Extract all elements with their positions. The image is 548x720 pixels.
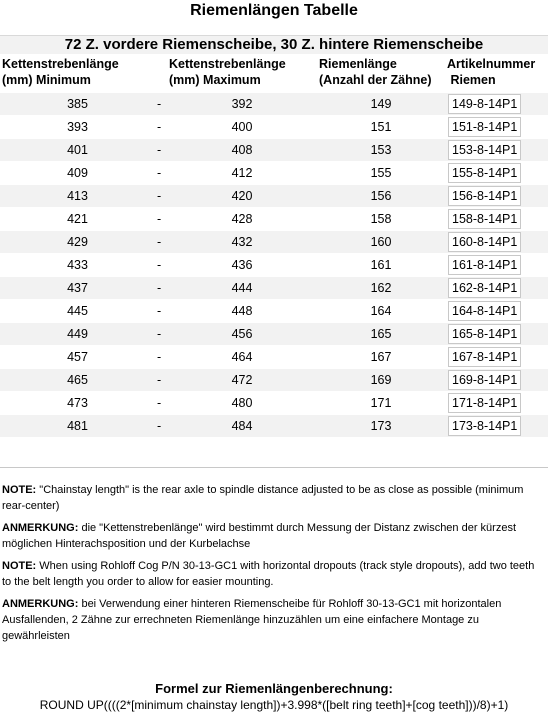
note-3: NOTE: When using Rohloff Cog P/N 30-13-GC1 with horizontal dropouts (track style dropouts), add two teeth to the belt length you order to allow for easier mounting.	[2, 560, 535, 588]
cell-max: 472	[167, 369, 317, 392]
cell-max: 392	[167, 93, 317, 116]
cell-teeth: 161	[317, 254, 445, 277]
cell-max: 400	[167, 116, 317, 139]
cell-article	[445, 116, 548, 139]
cell-min: 449	[0, 323, 155, 346]
article-number: 151-8-14P1	[448, 117, 521, 137]
cell-min: 465	[0, 369, 155, 392]
table-row	[0, 346, 548, 369]
cell-max: 420	[167, 185, 317, 208]
cell-article	[445, 369, 548, 392]
cell-min: 437	[0, 277, 155, 300]
cell-article	[445, 277, 548, 300]
cell-teeth: 171	[317, 392, 445, 415]
cell-min: 473	[0, 392, 155, 415]
formula-title: Formel zur Riemenlängenberechnung:	[155, 681, 393, 696]
cell-teeth: 160	[317, 231, 445, 254]
article-number: 162-8-14P1	[448, 278, 521, 298]
table-row	[0, 116, 548, 139]
cell-article	[445, 162, 548, 185]
cell-teeth: 164	[317, 300, 445, 323]
cell-article	[445, 93, 548, 116]
cell-min: 385	[0, 93, 155, 116]
article-number: 171-8-14P1	[448, 393, 521, 413]
article-number: 160-8-14P1	[448, 232, 521, 252]
article-number: 161-8-14P1	[448, 255, 521, 275]
cell-article	[445, 139, 548, 162]
cell-teeth: 165	[317, 323, 445, 346]
table-row	[0, 369, 548, 392]
cell-article	[445, 346, 548, 369]
table-row	[0, 392, 548, 415]
cell-max: 464	[167, 346, 317, 369]
cell-min: 421	[0, 208, 155, 231]
page-title: Riemenlängen Tabelle	[190, 2, 358, 19]
cell-teeth: 162	[317, 277, 445, 300]
table-row	[0, 231, 548, 254]
cell-max: 448	[167, 300, 317, 323]
table-row	[0, 254, 548, 277]
cell-min: 413	[0, 185, 155, 208]
divider	[0, 467, 548, 468]
article-number: 149-8-14P1	[448, 94, 521, 114]
cell-max: 444	[167, 277, 317, 300]
cell-min: 393	[0, 116, 155, 139]
table-subtitle: 72 Z. vordere Riemenscheibe, 30 Z. hintere Riemenscheibe	[0, 35, 548, 54]
article-number: 169-8-14P1	[448, 370, 521, 390]
cell-teeth: 149	[317, 93, 445, 116]
article-number: 167-8-14P1	[448, 347, 521, 367]
note-1: NOTE: "Chainstay length" is the rear axle to spindle distance adjusted to be as close as possible (minimum rear-center)	[2, 484, 524, 512]
cell-sep: -	[155, 369, 167, 392]
cell-article	[445, 231, 548, 254]
cell-article	[445, 300, 548, 323]
cell-article	[445, 415, 548, 438]
table-row	[0, 323, 548, 346]
cell-min: 481	[0, 415, 155, 438]
cell-min: 401	[0, 139, 155, 162]
table-row	[0, 93, 548, 116]
table-row	[0, 185, 548, 208]
article-number: 165-8-14P1	[448, 324, 521, 344]
cell-min: 433	[0, 254, 155, 277]
table-header-row	[0, 53, 548, 93]
article-number: 173-8-14P1	[448, 416, 521, 436]
cell-sep: -	[155, 116, 167, 139]
cell-article	[445, 392, 548, 415]
cell-sep: -	[155, 277, 167, 300]
header-sep	[155, 53, 167, 93]
cell-sep: -	[155, 139, 167, 162]
cell-max: 428	[167, 208, 317, 231]
cell-min: 457	[0, 346, 155, 369]
cell-max: 484	[167, 415, 317, 438]
table-row	[0, 277, 548, 300]
cell-sep: -	[155, 93, 167, 116]
article-number: 155-8-14P1	[448, 163, 521, 183]
cell-max: 412	[167, 162, 317, 185]
cell-sep: -	[155, 162, 167, 185]
cell-teeth: 169	[317, 369, 445, 392]
cell-max: 480	[167, 392, 317, 415]
cell-sep: -	[155, 300, 167, 323]
cell-teeth: 158	[317, 208, 445, 231]
cell-sep: -	[155, 323, 167, 346]
header-article: Artikelnummer Riemen	[447, 57, 536, 87]
cell-article	[445, 323, 548, 346]
cell-article	[445, 208, 548, 231]
header-min: Kettenstrebenlänge (mm) Minimum	[2, 57, 119, 87]
article-number: 158-8-14P1	[448, 209, 521, 229]
cell-teeth: 153	[317, 139, 445, 162]
article-number: 156-8-14P1	[448, 186, 521, 206]
article-number: 153-8-14P1	[448, 140, 521, 160]
article-number: 164-8-14P1	[448, 301, 521, 321]
cell-teeth: 167	[317, 346, 445, 369]
cell-sep: -	[155, 392, 167, 415]
header-teeth: Riemenlänge (Anzahl der Zähne)	[319, 57, 432, 87]
table-row	[0, 162, 548, 185]
cell-sep: -	[155, 415, 167, 438]
header-max: Kettenstrebenlänge (mm) Maximum	[169, 57, 286, 87]
formula-text: ROUND UP((((2*[minimum chainstay length])+3.998*([belt ring teeth]+[cog teeth]))/8)+1)	[39, 698, 509, 712]
cell-min: 445	[0, 300, 155, 323]
table-row	[0, 300, 548, 323]
cell-teeth: 151	[317, 116, 445, 139]
table-row	[0, 139, 548, 162]
cell-max: 432	[167, 231, 317, 254]
cell-sep: -	[155, 208, 167, 231]
cell-max: 456	[167, 323, 317, 346]
cell-article	[445, 254, 548, 277]
notes-section	[2, 482, 542, 650]
cell-max: 408	[167, 139, 317, 162]
cell-teeth: 155	[317, 162, 445, 185]
table-row	[0, 208, 548, 231]
belt-length-table	[0, 53, 548, 438]
table-row	[0, 415, 548, 438]
cell-article	[445, 185, 548, 208]
cell-sep: -	[155, 254, 167, 277]
note-4: ANMERKUNG: bei Verwendung einer hinteren Riemenscheibe für Rohloff 30-13-GC1 mit horizontalen Ausfallenden, 2 Zähne zur errechneten Riemenlänge hinzuzählen um eine einfachere Montage zu gewährleisten	[2, 598, 502, 642]
cell-sep: -	[155, 346, 167, 369]
cell-sep: -	[155, 185, 167, 208]
cell-max: 436	[167, 254, 317, 277]
cell-sep: -	[155, 231, 167, 254]
cell-min: 429	[0, 231, 155, 254]
note-2: ANMERKUNG: die "Kettenstrebenlänge" wird bestimmt durch Messung der Distanz zwischen der kürzest möglichen Hinterachsposition und der Kurbelachse	[2, 522, 517, 550]
cell-teeth: 156	[317, 185, 445, 208]
cell-min: 409	[0, 162, 155, 185]
cell-teeth: 173	[317, 415, 445, 438]
